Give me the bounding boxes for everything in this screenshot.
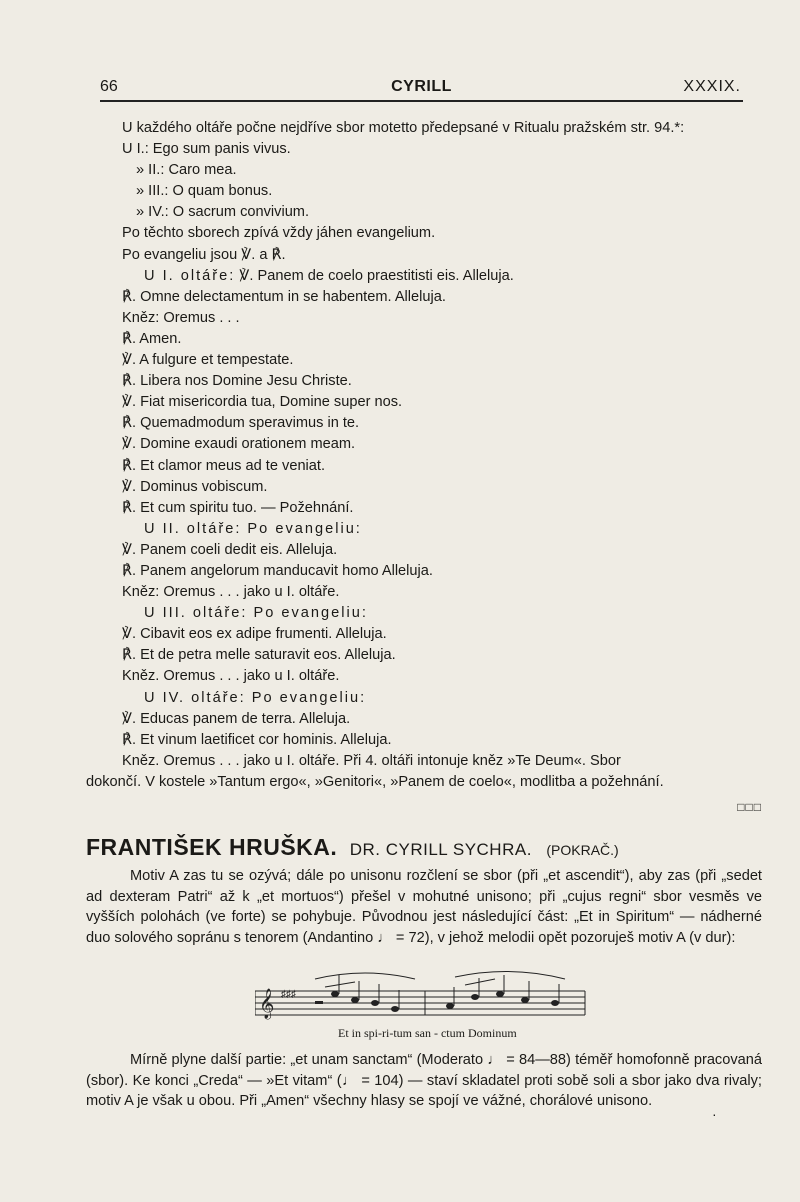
altar-3-line: ℟. Et de petra melle saturavit eos. Alleluja. <box>122 647 396 664</box>
altar-1-line: ℣. A fulgure et tempestate. <box>122 352 294 369</box>
altar-2-line: ℟. Panem angelorum manducavit homo Alleluja. <box>122 562 433 579</box>
altar-1-line: ℟. Et cum spiritu tuo. — Požehnání. <box>122 499 354 516</box>
section-ornament: □□□ <box>737 800 762 814</box>
motet-line: » II.: Caro mea. <box>136 162 237 179</box>
page-header <box>100 78 743 102</box>
motet-line: » III.: O quam bonus. <box>136 183 273 200</box>
article-author: DR. CYRILL SYCHRA. <box>349 840 532 859</box>
altar-1-label: U I. oltáře: <box>144 267 236 284</box>
svg-text:𝄞: 𝄞 <box>259 989 275 1019</box>
liturgy-section <box>86 118 792 793</box>
closing-line: Kněz. Oremus . . . jako u I. oltáře. Při 4. oltáři intonuje kněz »Te Deum«. Sbor <box>122 752 621 769</box>
article-heading <box>86 834 619 861</box>
altar-1-line: Kněz: Oremus . . . <box>122 309 240 326</box>
altar-1-line: ℟. Amen. <box>122 330 182 347</box>
altar-1-line: ℣. Fiat misericordia tua, Domine super nos. <box>122 394 403 411</box>
altar-1-line: ℟. Quemadmodum speravimus in te. <box>122 415 360 432</box>
article-paragraph: Motiv A zas tu se ozývá; dále po unisonu rozčlení se sbor (při „et ascendit“), aby zas (při „sedet ad dexteram Patri“ až k „et mortuos“) přešel v mohutné unisono; při „cujus regni“ sbor vesměs ve vyšších polohách (ve forte) se pohybuje. Původnou jest následující část: „Et in Spiritum“ — nádherné duo solového sopránu s tenorem (Andantino ♩ = 72), v jehož melodii opět pozoruješ motiv A (v dur): <box>86 868 762 946</box>
altar-2-line: Kněz: Oremus . . . jako u I. oltáře. <box>122 584 340 601</box>
intro-line: U každého oltáře počne nejdříve sbor motetto předepsané v Ritualu pražském str. 94.*: <box>122 120 685 136</box>
end-mark: · <box>712 1106 717 1122</box>
altar-1-line: ℣. Dominus vobiscum. <box>122 478 268 495</box>
page-number: 66 <box>100 78 118 95</box>
altar-1-versicle: ℣. Panem de coelo praestitisti eis. Alleluja. <box>239 267 514 284</box>
motet-line: » IV.: O sacrum convivium. <box>136 204 310 221</box>
article-paragraph: Mírně plyne další partie: „et unam sanctam“ (Moderato ♩ = 84—88) téměř homofonně pracovaná (sbor). Ke konci „Creda“ — »Et vitam“ (♩ = 104) — staví skladatel proti sobě soli a sbor jako dva rivaly; motiv A je však u obou. Při „Amen“ všechny hlasy se spojí ve vážné, chorálové unisono. <box>86 1052 762 1109</box>
continuation-note: (POKRAČ.) <box>546 842 619 858</box>
volume-number: XXXIX. <box>683 78 741 95</box>
journal-title: CYRILL <box>391 78 452 95</box>
closing-line: dokončí. V kostele »Tantum ergo«, »Genitori«, »Panem de coelo«, modlitba a požehnání. <box>86 773 664 790</box>
deacon-line: Po těchto sborech zpívá vždy jáhen evangelium. <box>122 225 436 242</box>
altar-3-heading: U III. oltáře: Po evangeliu: <box>144 605 368 622</box>
altar-1-line: ℟. Et clamor meus ad te veniat. <box>122 457 326 474</box>
altar-1-line: ℟. Omne delectamentum in se habentem. Alleluja. <box>122 288 446 305</box>
altar-3-line: ℣. Cibavit eos ex adipe frumenti. Alleluja. <box>122 626 387 643</box>
altar-4-line: ℟. Et vinum laetificet cor hominis. Alleluja. <box>122 731 392 748</box>
altar-2-heading: U II. oltáře: Po evangeliu: <box>144 520 362 537</box>
altar-1-heading <box>122 266 792 287</box>
svg-text:♯♯♯: ♯♯♯ <box>281 989 296 1000</box>
altar-4-line: ℣. Educas panem de terra. Alleluja. <box>122 710 351 727</box>
music-caption: Et in spi-ri-tum san - ctum Dominum <box>338 1026 517 1040</box>
altar-3-line: Kněz. Oremus . . . jako u I. oltáře. <box>122 668 340 685</box>
altar-2-line: ℣. Panem coeli dedit eis. Alleluja. <box>122 541 338 558</box>
altar-4-heading: U IV. oltáře: Po evangeliu: <box>144 689 367 706</box>
altar-1-line: ℣. Domine exaudi orationem meam. <box>122 436 356 453</box>
motet-line: U I.: Ego sum panis vivus. <box>122 141 291 158</box>
article-title: FRANTIŠEK HRUŠKA. <box>86 834 338 860</box>
after-gospel-line: Po evangeliu jsou ℣. a ℟. <box>122 246 286 263</box>
altar-1-line: ℟. Libera nos Domine Jesu Christe. <box>122 373 352 390</box>
